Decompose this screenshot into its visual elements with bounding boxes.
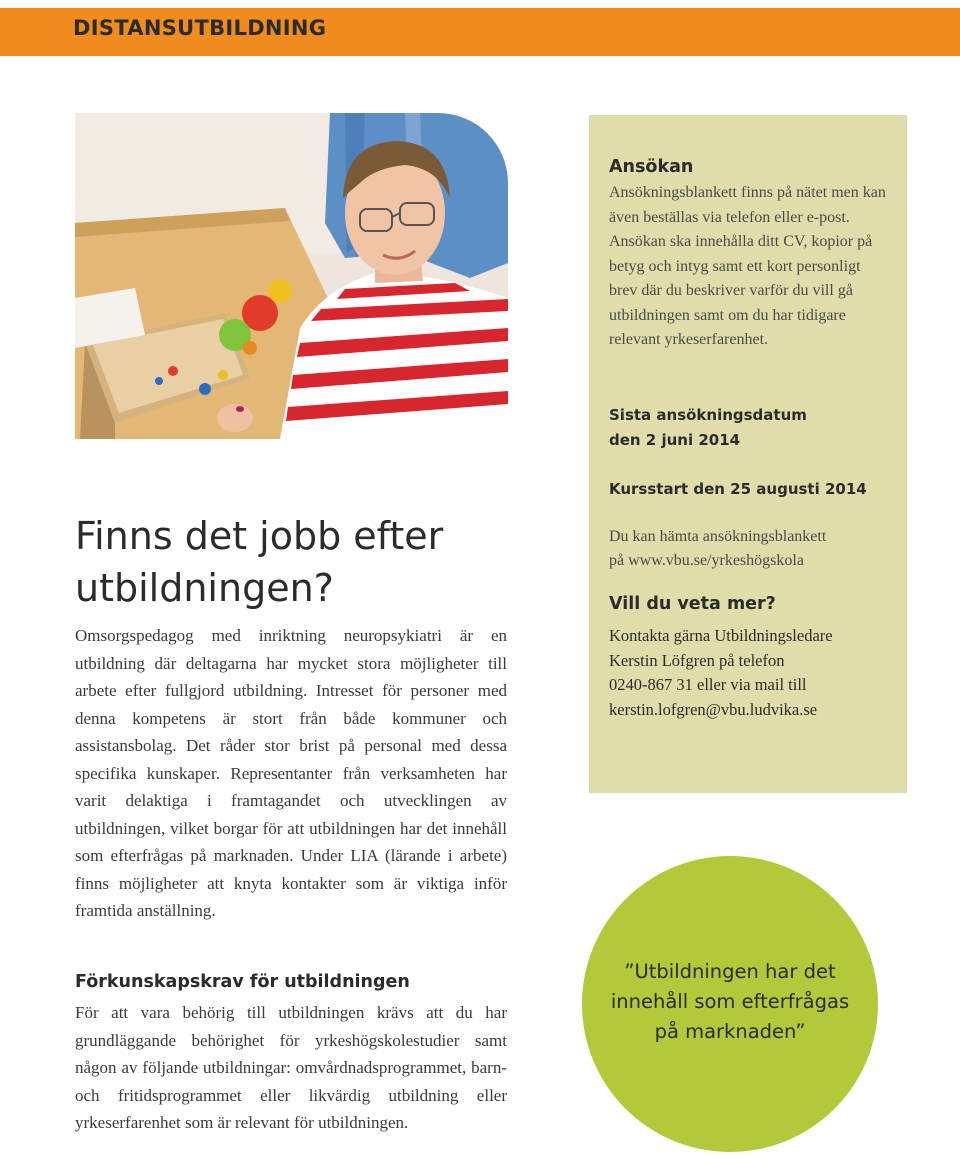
quote-line-1: ”Utbildningen har det [624,960,836,983]
quote-line-3: på marknaden” [654,1020,806,1043]
deadline-date: den 2 juni 2014 [609,431,741,449]
download-line-2: på www.vbu.se/yrkeshögskola [609,552,804,569]
student-photo [75,113,508,439]
body-paragraph-1: Omsorgspedagog med inriktning neuropsykiatri är en utbildning där deltagarna har mycket stora möjligheter till arbete efter fullgjord utbildning. Intresset för personer med denna kompetens är stort från både kommuner och assistansbolag. Det råder stor brist på personal med dessa specifika kunskaper. Representanter från verksamheten har varit delaktiga i framtagandet och utvecklingen av utbildningen, vilket borgar för att utbildningen har det innehåll som efterfrågas på marknaden. Under LIA (lärande i arbete) finns möjligheter att knyta kontakter som är viktiga inför framtida anställning. [75,626,507,920]
contact-line-2: Kerstin Löfgren på telefon [609,651,785,670]
contact-line-1: Kontakta gärna Utbildningsledare [609,626,833,645]
body-paragraph-2: För att vara behörig till utbildningen krävs att du har grundläggande behörighet för yrkeshögskolestudier samt någon av följande utbildningar: omvårdnadsprogrammet, barn- och fritidsprogrammet eller likvärdig utbildning eller yrkeserfarenhet som är relevant för utbildningen. [75,1003,507,1132]
deadline-label: Sista ansökningsdatum [609,406,807,424]
course-start: Kursstart den 25 augusti 2014 [609,480,867,498]
sidebar-heading: Ansökan [609,157,694,177]
quote-text [590,957,870,1047]
application-sidebar [589,115,907,793]
contact-email: kerstin.lofgren@vbu.ludvika.se [609,700,818,719]
quote-line-2: innehåll som efterfrågas [610,990,850,1013]
section-title: DISTANSUTBILDNING [73,16,327,40]
main-heading: Finns det jobb efter utbildningen? [75,514,444,610]
more-info-heading: Vill du veta mer? [609,594,776,614]
sidebar-text: Ansökningsblankett finns på nätet men kan även beställas via telefon eller e-post. Ansökan ska innehålla ditt CV, kopior på betyg och intyg samt ett kort personligt brev där du beskriver varför du vill gå utbildningen samt om du har tidigare relevant yrkeserfarenhet. [609,184,886,348]
contact-line-3: 0240-867 31 eller via mail till [609,675,807,694]
download-line-1: Du kan hämta ansökningsblankett [609,528,827,545]
prerequisites-heading: Förkunskapskrav för utbildningen [75,972,410,992]
